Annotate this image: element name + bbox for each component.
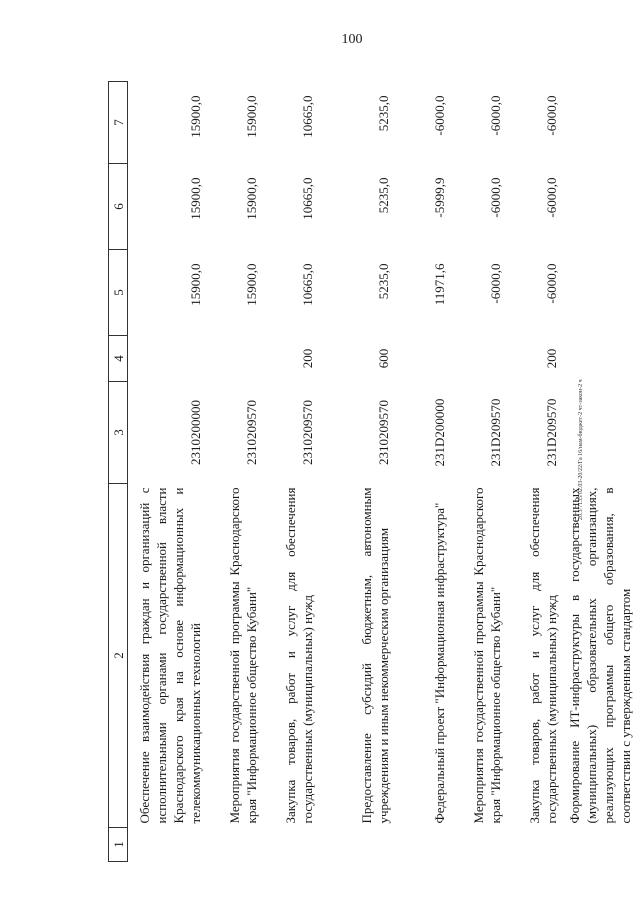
row-value-5: 5235,0 bbox=[376, 263, 391, 300]
row-name: Предоставление субсидий бюджетным, автономным учреждениям и иным некоммерческим организациям bbox=[359, 487, 391, 824]
row-kbk: 2310200000 bbox=[188, 400, 203, 465]
table-row bbox=[206, 82, 262, 862]
column-header: 3 bbox=[109, 382, 128, 484]
row-kbk: 2310209570 bbox=[376, 400, 391, 465]
row-value-6: -6000,0 bbox=[488, 177, 503, 218]
row-value-6: 15900,0 bbox=[244, 177, 259, 220]
row-name: Обеспечение взаимодействия граждан и организаций с исполнительными органами государственной власти Краснодарского края на основе информационных и телекоммуникационных технологий bbox=[137, 487, 203, 824]
table-row bbox=[450, 82, 506, 862]
row-value-5 bbox=[562, 250, 638, 336]
row-value-5: -6000,0 bbox=[544, 263, 559, 304]
row-value-5: 15900,0 bbox=[188, 263, 203, 306]
column-header: 7 bbox=[109, 82, 128, 164]
row-name: Закупка товаров, работ и услуг для обеспечения государственных (муниципальных) нужд bbox=[283, 487, 315, 824]
row-vr: 600 bbox=[376, 348, 391, 369]
table-row bbox=[128, 82, 207, 862]
table-row bbox=[318, 82, 394, 862]
row-value-7: 5235,0 bbox=[376, 95, 391, 132]
row-kbk bbox=[562, 382, 638, 484]
row-value-6: 5235,0 bbox=[376, 177, 391, 214]
page-number: 100 bbox=[341, 32, 363, 47]
row-value-7: 15900,0 bbox=[244, 95, 259, 138]
column-header: 1 bbox=[109, 828, 128, 862]
row-kbk: 231D209570 bbox=[544, 398, 559, 467]
row-value-5: 10665,0 bbox=[300, 263, 315, 306]
row-value-7: 10665,0 bbox=[300, 95, 315, 138]
row-value-7 bbox=[562, 82, 638, 164]
row-vr: 200 bbox=[300, 348, 315, 369]
row-value-5: -6000,0 bbox=[488, 263, 503, 304]
row-name: Мероприятия государственной программы Краснодарского края "Информационное общество Кубани" bbox=[471, 487, 503, 824]
row-value-6: 10665,0 bbox=[300, 177, 315, 220]
row-kbk: 2310209570 bbox=[244, 400, 259, 465]
row-value-5: 11971,6 bbox=[432, 263, 447, 306]
row-value-7: -6000,0 bbox=[544, 95, 559, 136]
side-note: 20.3/7135/02.03-20/22/Га 16/нам-бюджет-2 чт-закон-2 ч bbox=[578, 379, 584, 520]
row-vr bbox=[562, 336, 638, 382]
column-header: 5 bbox=[109, 250, 128, 336]
column-header: 2 bbox=[109, 484, 128, 828]
row-name: Формирование ИТ-инфраструктуры в государственных (муниципальных) образовательных организациях, реализующих программы общего образования, в соответствии с утвержденным стандартом bbox=[567, 487, 633, 824]
column-header: 6 bbox=[109, 164, 128, 250]
row-kbk: 2310209570 bbox=[300, 400, 315, 465]
row-vr bbox=[450, 336, 506, 382]
row-value-7: -6000,0 bbox=[432, 95, 447, 136]
row-value-6 bbox=[562, 164, 638, 250]
row-value-7: -6000,0 bbox=[488, 95, 503, 136]
row-name: Мероприятия государственной программы Краснодарского края "Информационное общество Кубани" bbox=[227, 487, 259, 824]
row-kbk: 231D209570 bbox=[488, 398, 503, 467]
row-value-6: -6000,0 bbox=[544, 177, 559, 218]
table-row bbox=[562, 82, 638, 862]
row-value-5: 15900,0 bbox=[244, 263, 259, 306]
row-value-6: -5999,9 bbox=[432, 177, 447, 218]
table-header-row bbox=[109, 82, 128, 862]
row-name: Закупка товаров, работ и услуг для обеспечения государственных (муниципальных) нужд bbox=[527, 487, 559, 824]
budget-table bbox=[108, 81, 638, 862]
row-value-7: 15900,0 bbox=[188, 95, 203, 138]
row-kbk: 231D200000 bbox=[432, 398, 447, 467]
row-vr: 200 bbox=[544, 348, 559, 369]
table-row bbox=[506, 82, 562, 862]
row-name: Федеральный проект "Информационная инфраструктура" bbox=[432, 502, 447, 824]
row-vr bbox=[128, 336, 207, 382]
row-vr bbox=[394, 336, 450, 382]
row-vr bbox=[206, 336, 262, 382]
table-row bbox=[262, 82, 318, 862]
table-row bbox=[394, 82, 450, 862]
column-header: 4 bbox=[109, 336, 128, 382]
row-value-6: 15900,0 bbox=[188, 177, 203, 220]
